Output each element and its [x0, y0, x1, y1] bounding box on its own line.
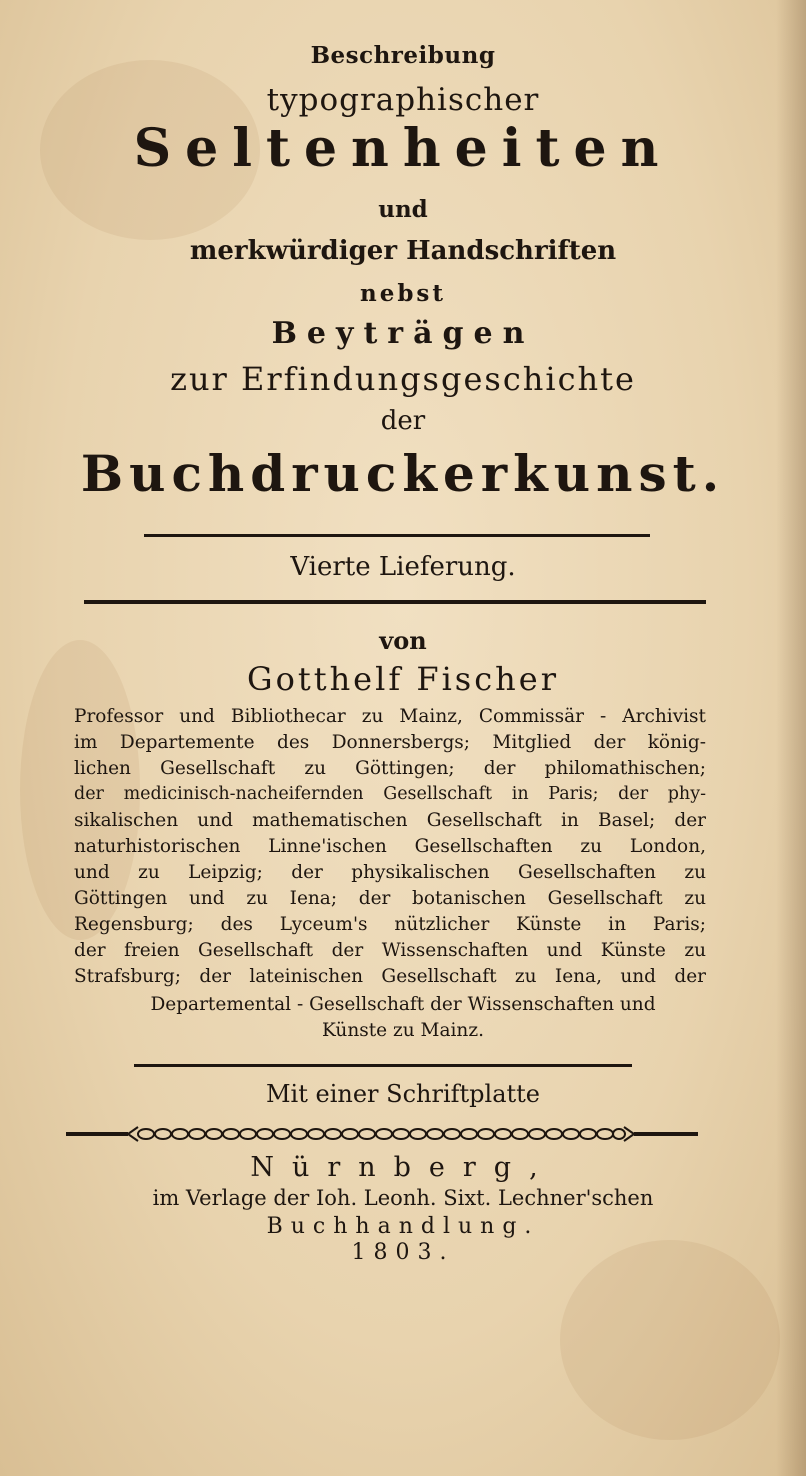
title-line-beschreibung: Beschreibung [310, 42, 496, 69]
imprint-city: Nürnberg, [250, 1152, 556, 1183]
title-line-buchdruckerkunst: Buchdruckerkunst. [80, 444, 726, 503]
page-edge-shadow [776, 0, 806, 1476]
credential-line: Künste zu Mainz. [322, 1020, 484, 1041]
credential-line: der freien Gesellschaft der Wissenschaften und Künste zu [74, 940, 706, 961]
title-line-und: und [378, 196, 428, 223]
credential-line: Göttingen und zu Iena; der botanischen Gesellschaft zu [74, 888, 706, 909]
credential-line: Strafsburg; der lateinischen Gesellschaft zu Iena, und der [74, 966, 706, 987]
divider-rule-thick [84, 600, 706, 604]
credential-line: Professor und Bibliothecar zu Mainz, Commissär - Archivist [74, 706, 706, 727]
author-name: Gotthelf Fischer [247, 660, 559, 698]
credential-line: im Departemente des Donnersbergs; Mitglied der könig- [74, 732, 706, 753]
credential-line: lichen Gesellschaft zu Göttingen; der philomathischen; [74, 758, 706, 779]
title-line-erfindungsgeschichte: zur Erfindungsgeschichte [170, 360, 636, 398]
credential-line: Regensburg; des Lyceum's nützlicher Künste in Paris; [74, 914, 706, 935]
title-line-nebst: nebst [359, 280, 446, 307]
divider-rule [134, 1064, 632, 1067]
title-line-beytraegen: Beyträgen [271, 316, 535, 351]
imprint-year: 1803. [351, 1240, 455, 1265]
byline: von [379, 626, 427, 655]
divider-rule [144, 534, 650, 537]
credential-line: der medicinisch-nacheifernden Gesellschaft in Paris; der phy- [74, 784, 706, 804]
ornamental-chain-rule [66, 1122, 698, 1146]
title-line-handschriften: merkwürdiger Handschriften [189, 236, 617, 266]
credential-line: naturhistorischen Linne'ischen Gesellschaften zu London, [74, 836, 706, 857]
title-line-der: der [380, 406, 426, 436]
installment-label: Vierte Lieferung. [290, 552, 516, 582]
credential-line: Departemental - Gesellschaft der Wissenschaften und [150, 994, 656, 1015]
title-line-seltenheiten: Seltenheiten [133, 118, 673, 179]
paper-stain [560, 1240, 780, 1440]
title-line-typographischer: typographischer [266, 82, 540, 118]
imprint-shop: Buchhandlung. [266, 1214, 540, 1239]
plate-note: Mit einer Schriftplatte [265, 1080, 541, 1108]
credential-line: und zu Leipzig; der physikalischen Gesellschaften zu [74, 862, 706, 883]
credential-line: sikalischen und mathematischen Gesellschaft in Basel; der [74, 810, 706, 831]
imprint-publisher: im Verlage der Ioh. Leonh. Sixt. Lechner'schen [152, 1186, 654, 1210]
